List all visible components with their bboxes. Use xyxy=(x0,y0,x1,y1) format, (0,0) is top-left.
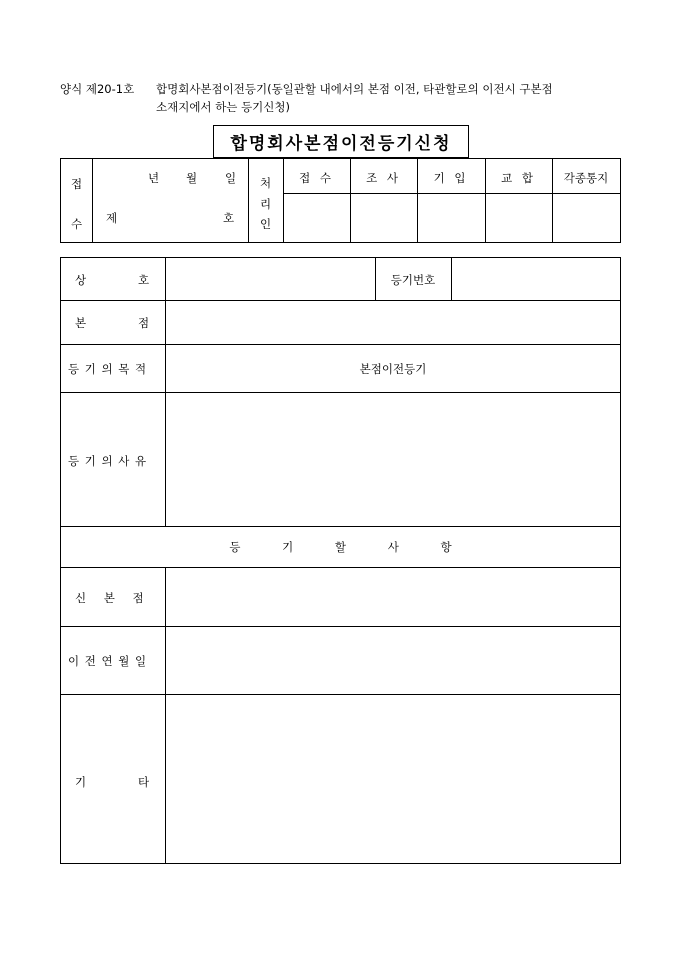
processor-label-1: 처 xyxy=(260,176,272,190)
col-receipt: 접 수 xyxy=(299,171,334,185)
col-entry: 기 입 xyxy=(433,171,469,185)
col-review: 조 사 xyxy=(366,171,401,185)
processor-label-3: 인 xyxy=(260,217,272,231)
label-reason: 등 기 의 사 유 xyxy=(68,454,148,468)
form-description-line2: 소재지에서 하는 등기신청) xyxy=(156,100,290,114)
receipt-no-label: 제 xyxy=(106,211,118,225)
col-verify: 교 합 xyxy=(501,171,536,185)
receipt-label-bottom: 수 xyxy=(71,217,83,231)
label-other-2: 타 xyxy=(138,775,150,789)
label-head-office-1: 본 xyxy=(75,316,87,330)
form-number: 양식 제20-1호 xyxy=(60,82,135,96)
processor-label-2: 리 xyxy=(260,197,272,211)
label-trade-name-2: 호 xyxy=(138,273,150,287)
receipt-label-top: 접 xyxy=(71,177,83,191)
label-other-1: 기 xyxy=(75,775,87,789)
receipt-ho-label: 호 xyxy=(223,211,235,225)
label-move-date: 이 전 연 월 일 xyxy=(68,654,148,668)
page-title: 합명회사본점이전등기신청 xyxy=(213,125,469,158)
purpose-value: 본점이전등기 xyxy=(359,362,427,376)
receipt-month-label: 월 xyxy=(186,171,198,185)
receipt-day-label: 일 xyxy=(225,171,237,185)
label-new-head-office: 신 본 점 xyxy=(75,591,144,605)
col-notice: 각종통지 xyxy=(563,171,609,185)
label-trade-name-1: 상 xyxy=(75,273,87,287)
section-registration-items: 등 기 할 사 항 xyxy=(229,540,452,554)
label-registration-no: 등기번호 xyxy=(390,273,436,287)
label-head-office-2: 점 xyxy=(138,316,150,330)
form-description-line1: 합명회사본점이전등기(동일관할 내에서의 본점 이전, 타관할로의 이전시 구본점 xyxy=(156,82,553,96)
receipt-year-label: 년 xyxy=(148,171,160,185)
label-purpose: 등 기 의 목 적 xyxy=(68,362,148,376)
